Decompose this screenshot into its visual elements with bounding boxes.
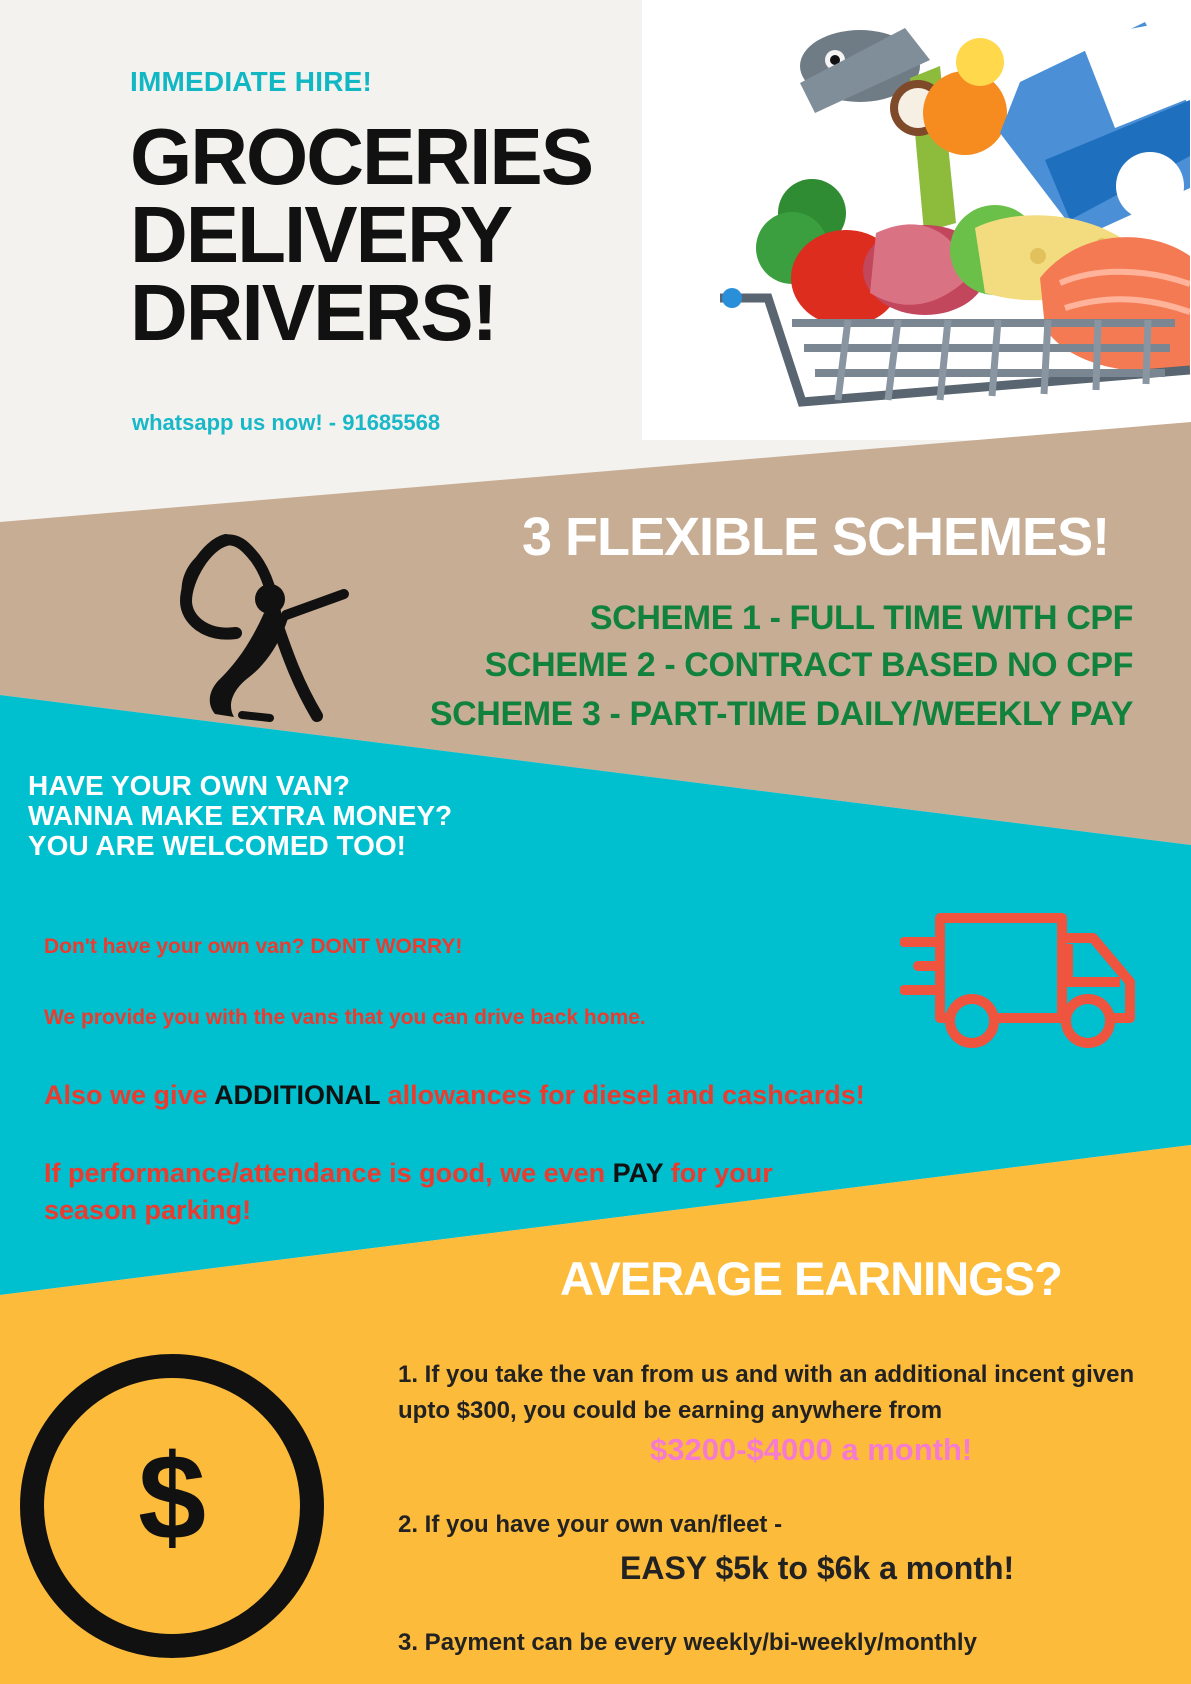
average-earnings-title: AVERAGE EARNINGS?: [560, 1252, 1062, 1305]
parking-emphasis: PAY: [612, 1158, 664, 1188]
grocery-cart-icon: [720, 8, 1190, 418]
scheme-3-text: SCHEME 3 - PART-TIME DAILY/WEEKLY PAY: [429, 695, 1133, 733]
own-van-question: [28, 771, 452, 861]
whatsapp-contact-text: whatsapp us now! - 91685568: [132, 410, 441, 435]
earnings-range-2: EASY $5k to $6k a month!: [620, 1550, 1015, 1586]
earnings-item-1: 1. If you take the van from us and with an additional incent given upto $300, you could be earning anywhere from: [398, 1361, 1135, 1424]
parking-suffix: for your season parking!: [44, 1158, 773, 1225]
earnings-range-1: $3200-$4000 a month!: [650, 1432, 973, 1467]
own-van-line-3: YOU ARE WELCOMED TOO!: [28, 830, 406, 861]
headline-line-3: DRIVERS!: [130, 268, 497, 357]
poster-headline: [130, 112, 593, 357]
dollar-coin-icon: [16, 1350, 328, 1662]
parking-prefix: If performance/attendance is good, we even: [44, 1158, 613, 1188]
earnings-item-2: 2. If you have your own van/fleet -: [398, 1511, 783, 1538]
dollar-symbol: $: [138, 1429, 206, 1565]
allowances-suffix: allowances for diesel and cashcards!: [380, 1080, 865, 1110]
yoga-pose-icon: [168, 515, 358, 727]
allowances-text: [44, 1082, 865, 1109]
scheme-1-text: SCHEME 1 - FULL TIME WITH CPF: [589, 599, 1133, 637]
headline-line-1: GROCERIES: [130, 112, 593, 201]
allowances-emphasis: ADDITIONAL: [214, 1080, 381, 1110]
no-van-text: Don't have your own van? DONT WORRY!: [44, 935, 463, 958]
immediate-hire-label: IMMEDIATE HIRE!: [130, 66, 373, 97]
delivery-van-icon: [900, 900, 1145, 1060]
allowances-prefix: Also we give: [44, 1080, 215, 1110]
own-van-line-1: HAVE YOUR OWN VAN?: [28, 770, 351, 801]
headline-line-2: DELIVERY: [130, 190, 512, 279]
own-van-line-2: WANNA MAKE EXTRA MONEY?: [28, 800, 453, 831]
scheme-2-text: SCHEME 2 - CONTRACT BASED NO CPF: [484, 646, 1133, 684]
earnings-item-3: 3. Payment can be every weekly/bi-weekly/monthly: [398, 1629, 977, 1656]
flexible-schemes-title: 3 FLEXIBLE SCHEMES!: [522, 507, 1110, 567]
season-parking-text: [44, 1155, 824, 1229]
provided-van-text: We provide you with the vans that you can drive back home.: [44, 1006, 646, 1029]
